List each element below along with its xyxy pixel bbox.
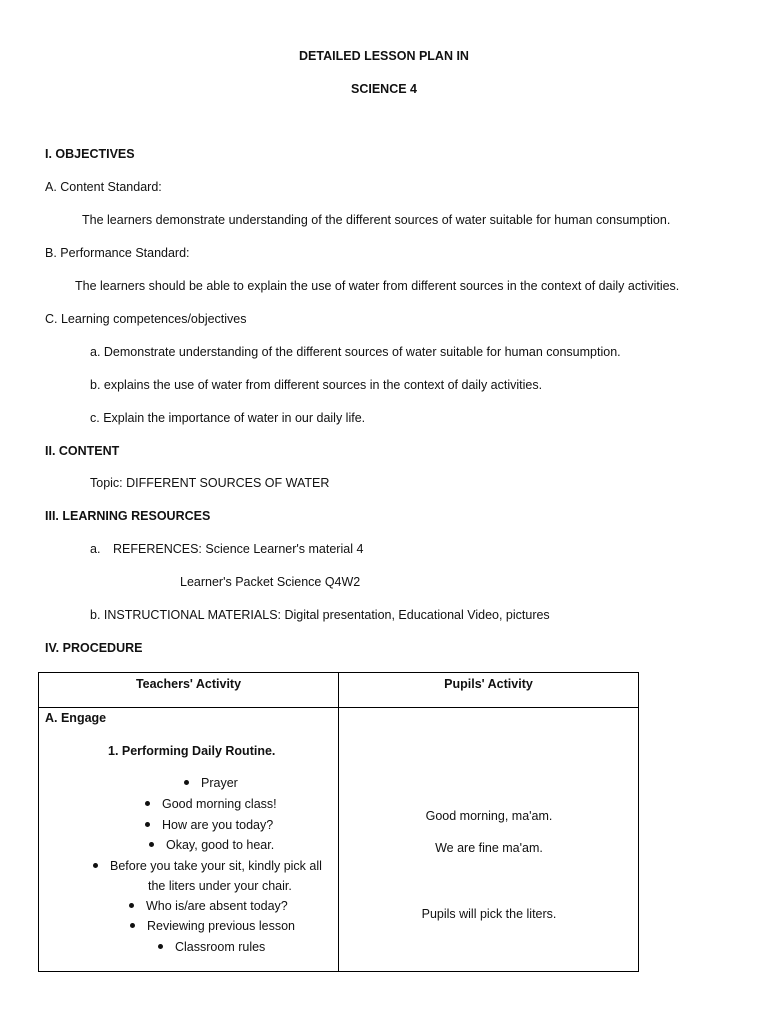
competences-label: C. Learning competences/objectives	[45, 312, 247, 326]
procedure-heading: IV. PROCEDURE	[45, 641, 143, 655]
list-item: Okay, good to hear.	[149, 837, 274, 853]
engage-label: A. Engage	[45, 711, 107, 725]
bullet-icon	[145, 801, 150, 806]
topic-text: Topic: DIFFERENT SOURCES OF WATER	[90, 476, 330, 490]
bullet-icon	[129, 903, 134, 908]
performance-standard-text: The learners should be able to explain the use of water from different sources in the context of daily activities.	[75, 279, 680, 293]
learners-packet-text: Learner's Packet Science Q4W2	[180, 575, 361, 589]
competence-item: a. Demonstrate understanding of the different sources of water suitable for human consumption.	[90, 345, 621, 359]
list-item: Prayer	[184, 775, 238, 791]
bullet-icon	[184, 780, 189, 785]
teachers-activity-cell	[39, 708, 339, 972]
list-item: Good morning class!	[145, 796, 277, 812]
pupil-response: We are fine ma'am.	[435, 841, 543, 855]
pupils-activity-cell	[339, 708, 639, 972]
competence-item: c. Explain the importance of water in our daily life.	[90, 411, 366, 425]
bullet-icon	[93, 863, 98, 868]
list-item: How are you today?	[145, 817, 273, 833]
pupil-response: Good morning, ma'am.	[425, 809, 553, 823]
pupils-activity-header: Pupils' Activity	[339, 673, 639, 708]
list-item: Before you take your sit, kindly pick all	[93, 858, 322, 874]
bullet-icon	[149, 842, 154, 847]
pupil-response: Pupils will pick the liters.	[421, 907, 557, 921]
document-subject: SCIENCE 4	[351, 82, 417, 96]
list-item: Classroom rules	[158, 939, 265, 955]
instructional-materials-text: b. INSTRUCTIONAL MATERIALS: Digital presentation, Educational Video, pictures	[90, 608, 550, 622]
references-text: REFERENCES: Science Learner's material 4	[113, 542, 364, 556]
bullet-icon	[158, 944, 163, 949]
objectives-heading: I. OBJECTIVES	[45, 147, 135, 161]
content-standard-label: A. Content Standard:	[45, 180, 162, 194]
references-marker: a.	[90, 542, 101, 556]
list-item: Who is/are absent today?	[129, 898, 288, 914]
list-item-continuation: the liters under your chair.	[148, 879, 292, 893]
procedure-table	[38, 672, 639, 972]
routine-title: 1. Performing Daily Routine.	[108, 744, 276, 758]
teachers-activity-header: Teachers' Activity	[39, 673, 339, 708]
document-title: DETAILED LESSON PLAN IN	[299, 49, 469, 63]
content-heading: II. CONTENT	[45, 444, 120, 458]
list-item: Reviewing previous lesson	[130, 918, 295, 934]
resources-heading: III. LEARNING RESOURCES	[45, 509, 211, 523]
performance-standard-label: B. Performance Standard:	[45, 246, 190, 260]
content-standard-text: The learners demonstrate understanding of the different sources of water suitable for human consumption.	[82, 213, 671, 227]
competence-item: b. explains the use of water from different sources in the context of daily activities.	[90, 378, 543, 392]
bullet-icon	[130, 923, 135, 928]
bullet-icon	[145, 822, 150, 827]
